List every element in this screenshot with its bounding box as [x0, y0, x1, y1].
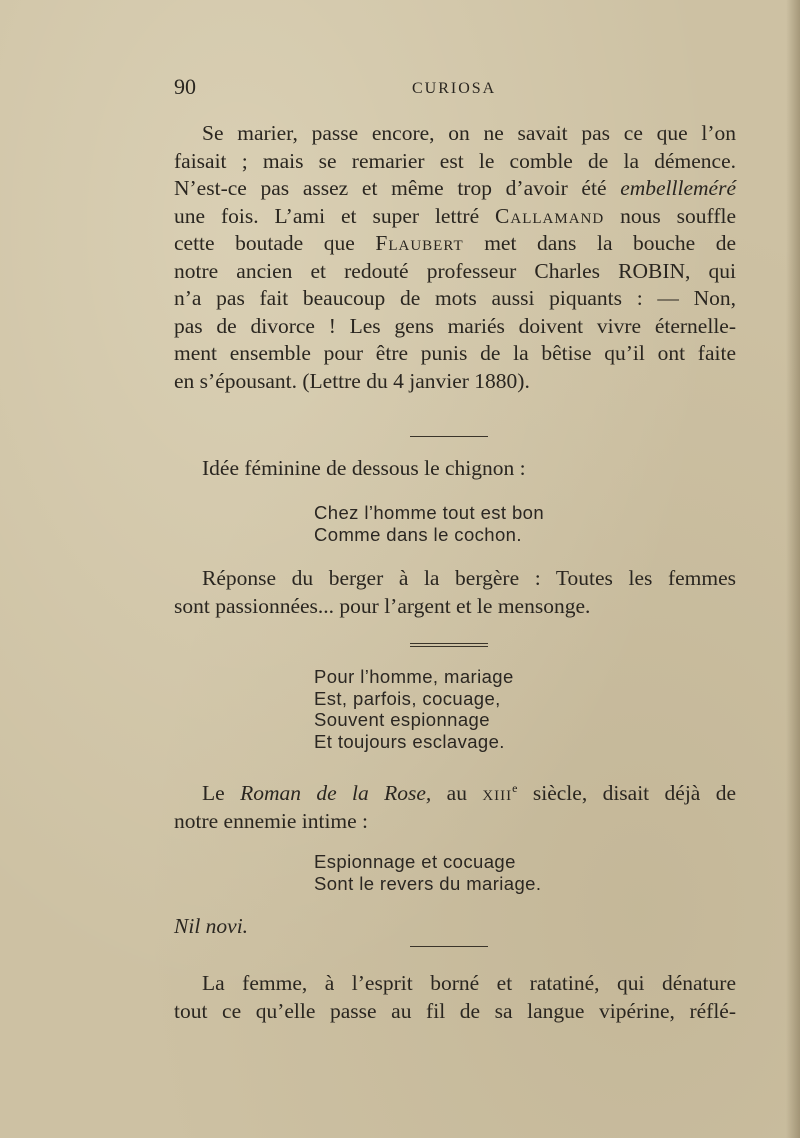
- book-title: Roman de la Rose,: [240, 781, 432, 805]
- text-span: nous souffle: [604, 203, 737, 228]
- page-header: [174, 74, 734, 104]
- text-line: [174, 175, 736, 203]
- text-span: cette boutade que: [174, 231, 376, 255]
- page-edge-shadow: [786, 0, 800, 1138]
- verse-line: Pour l’homme, mariage: [314, 666, 514, 687]
- verse-line: Et toujours esclavage.: [314, 730, 505, 752]
- paragraph-la-femme: [174, 970, 736, 1025]
- text-line: La femme, à l’esprit borné et ratatiné, qui dénature: [202, 971, 736, 995]
- text-line: Se marier, passe encore, on ne savait pas ce que l’on: [202, 121, 736, 145]
- text-span: au: [431, 781, 483, 805]
- page-number: 90: [174, 74, 196, 99]
- verse-line: Sont le revers du mariage.: [314, 872, 542, 894]
- verse-line: Comme dans le cochon.: [314, 523, 522, 545]
- verse-line: Chez l’homme tout est bon: [314, 502, 545, 523]
- text-line: en s’épousant. (Lettre du 4 janvier 1880).: [174, 368, 530, 393]
- verse-cochon: [314, 502, 544, 545]
- text-span: une fois. L’ami et super lettré: [174, 203, 496, 228]
- text-line: [174, 780, 736, 808]
- text-line: Nil novi.: [174, 914, 249, 938]
- text-line: [174, 230, 736, 258]
- paragraph-reponse: [174, 565, 736, 620]
- paragraph-nil-novi: [174, 913, 736, 941]
- verse-line: Espionnage et cocuage: [314, 851, 516, 872]
- text-line: [174, 203, 736, 231]
- author-name: Flaubert: [375, 231, 464, 255]
- verse-line: Est, parfois, cocuage,: [314, 687, 501, 709]
- text-line: Idée féminine de dessous le chignon :: [202, 456, 526, 480]
- text-line: notre ancien et redouté professeur Charles ROBIN, qui: [174, 258, 736, 283]
- paragraph-marriage: [174, 120, 736, 395]
- running-title: CURIOSA: [412, 80, 497, 97]
- text-span: N’est-ce pas assez et même trop d’avoir été: [174, 176, 621, 200]
- paragraph-feminine-idea: [174, 455, 736, 483]
- verse-mariage: [314, 666, 514, 752]
- text-line: n’a pas fait beaucoup de mots aussi piquants : — Non,: [174, 286, 736, 310]
- text-span: siècle, disait déjà de: [517, 781, 737, 805]
- italic-word: embellleméré: [620, 176, 736, 200]
- text-span: Le: [202, 781, 241, 805]
- text-line: pas de divorce ! Les gens mariés doivent vivre éternelle-: [174, 313, 736, 338]
- section-divider: [410, 946, 488, 947]
- section-divider: [410, 436, 488, 437]
- text-line: Réponse du berger à la bergère : Toutes les femmes: [202, 566, 736, 590]
- text-span: met dans la bouche de: [463, 231, 737, 255]
- text-line: ment ensemble pour être punis de la bêtise qu’il ont faite: [174, 341, 736, 365]
- text-line: notre ennemie intime :: [174, 808, 369, 833]
- author-name: Callamand: [495, 203, 605, 228]
- text-line: tout ce qu’elle passe au fil de sa langue vipérine, réflé-: [174, 998, 736, 1023]
- paragraph-roman-de-la-rose: [174, 780, 736, 835]
- verse-roman-quote: [314, 851, 541, 894]
- verse-line: Souvent espionnage: [314, 709, 490, 730]
- text-line: faisait ; mais se remarier est le comble de la démence.: [174, 148, 736, 173]
- text-line: sont passionnées... pour l’argent et le mensonge.: [174, 593, 591, 618]
- century-numeral: xiii: [482, 781, 513, 805]
- section-divider: [410, 643, 488, 647]
- century-superscript: e: [512, 780, 518, 795]
